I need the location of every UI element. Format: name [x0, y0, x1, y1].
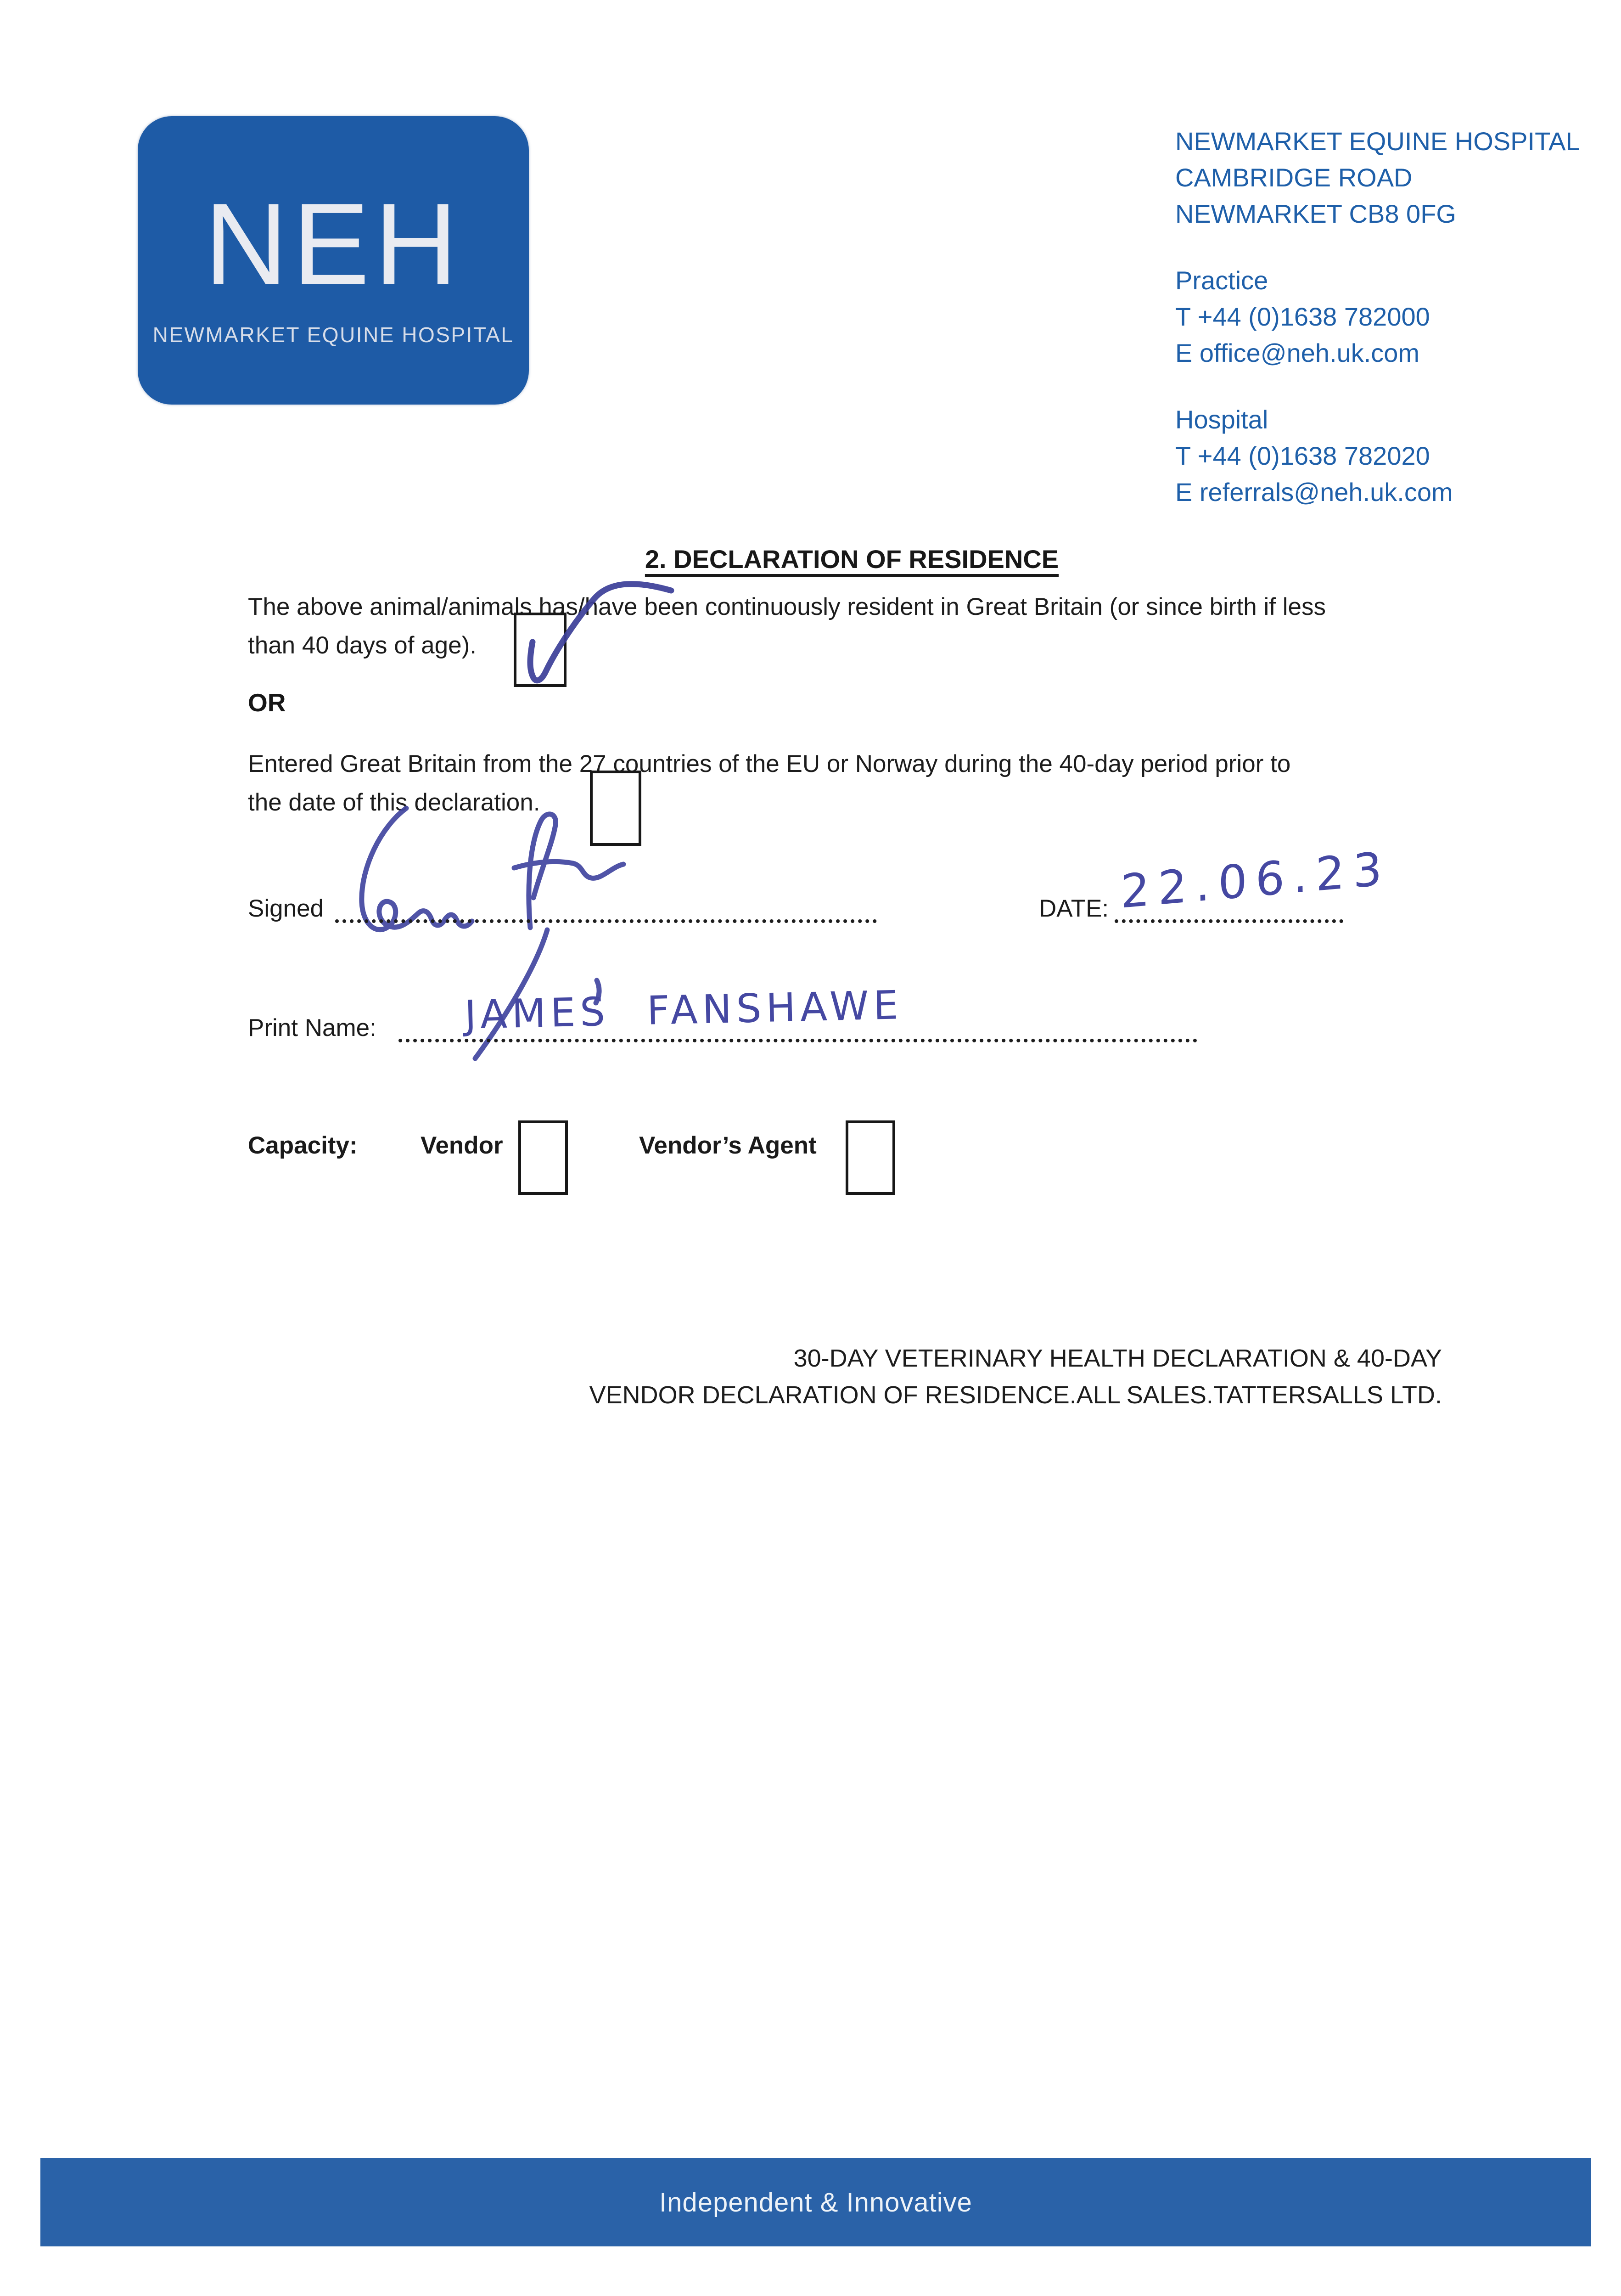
date-value-handwritten: 22.06.23	[1120, 841, 1391, 919]
residence-statement	[248, 588, 1326, 665]
residence-statement-line2: than 40 days of age).	[248, 632, 477, 659]
signed-label: Signed	[248, 895, 324, 922]
vendors-agent-checkbox[interactable]	[846, 1120, 895, 1195]
footer-bar	[40, 2158, 1591, 2246]
sale-reference-note-line2: VENDOR DECLARATION OF RESIDENCE.ALL SALES.TATTERSALLS LTD.	[589, 1381, 1442, 1409]
print-name-handwritten: JAMES FANSHAWE	[464, 982, 903, 1038]
practice-contact-block	[1175, 262, 1616, 371]
address-line: NEWMARKET CB8 0FG	[1175, 199, 1456, 228]
contact-block	[1175, 123, 1616, 540]
vendors-agent-label: Vendor’s Agent	[639, 1132, 817, 1159]
sale-reference-note-line1: 30-DAY VETERINARY HEALTH DECLARATION & 40-DAY	[793, 1345, 1442, 1372]
address-line: CAMBRIDGE ROAD	[1175, 163, 1413, 192]
logo-subtitle: NEWMARKET EQUINE HOSPITAL	[152, 323, 514, 347]
vendor-checkbox[interactable]	[518, 1120, 568, 1195]
section-title-row	[41, 544, 1621, 574]
capacity-label: Capacity:	[248, 1132, 358, 1159]
hospital-email: E referrals@neh.uk.com	[1175, 478, 1453, 506]
hospital-contact-block	[1175, 401, 1616, 510]
entered-gb-statement-line2: the date of this declaration.	[248, 789, 540, 816]
hospital-heading: Hospital	[1175, 405, 1268, 434]
neh-logo	[138, 116, 529, 405]
practice-phone: T +44 (0)1638 782000	[1175, 302, 1430, 331]
practice-heading: Practice	[1175, 266, 1268, 295]
vendor-label: Vendor	[421, 1132, 503, 1159]
entered-gb-statement-line1: Entered Great Britain from the 27 countries of the EU or Norway during the 40-day period prior to	[248, 750, 1291, 777]
date-line	[1115, 919, 1343, 923]
or-label: OR	[248, 688, 286, 717]
signed-line	[335, 919, 877, 923]
sale-reference-note	[589, 1340, 1442, 1413]
hospital-phone: T +44 (0)1638 782020	[1175, 441, 1430, 470]
print-name-label: Print Name:	[248, 1014, 376, 1041]
section-title: 2. DECLARATION OF RESIDENCE	[645, 545, 1059, 574]
address-line: NEWMARKET EQUINE HOSPITAL	[1175, 127, 1580, 156]
date-label: DATE:	[1039, 895, 1109, 922]
footer-slogan: Independent & Innovative	[659, 2187, 972, 2217]
address-block	[1175, 123, 1616, 232]
residence-statement-line1: The above animal/animals has/have been continuously resident in Great Britain (or since birth if less	[248, 593, 1326, 620]
practice-email: E office@neh.uk.com	[1175, 338, 1420, 367]
checkmark-icon	[496, 578, 698, 706]
logo-acronym: NEH	[204, 180, 463, 309]
print-name-line	[398, 1039, 1197, 1042]
